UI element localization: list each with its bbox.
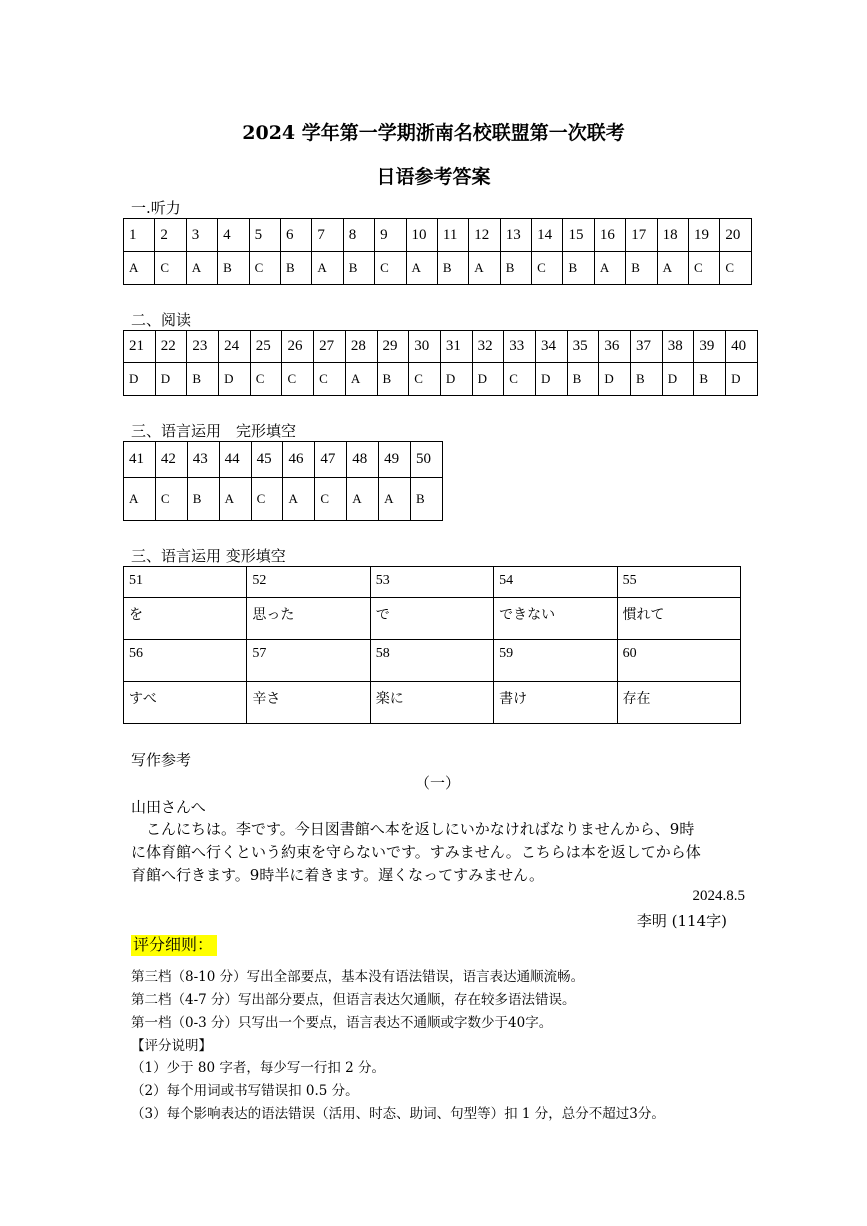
fill-cell: 存在 [617,682,740,724]
answer-cell: 33 [504,331,536,363]
answer-cell: 42 [155,442,187,478]
answer-cell: 39 [694,331,726,363]
answer-cell: B [500,252,531,285]
letter-salutation: 山田さんへ [131,798,206,816]
letter-line: こんにちは。李です。今日図書館へ本を返しにいかなければなりませんから、9時 [131,820,695,838]
answer-cell: 12 [469,219,500,252]
answer-cell: 22 [155,331,187,363]
answer-cell: 47 [315,442,347,478]
fill-cell: 51 [124,567,247,598]
cloze-answer-row [124,478,443,521]
reading-heading: 二、阅读 [131,311,192,329]
answer-cell: 14 [532,219,563,252]
answer-cell: 13 [500,219,531,252]
answer-cell: D [124,363,156,396]
answer-cell: D [219,363,251,396]
fill-cell: 53 [370,567,493,598]
letter-signature: 李明 (114字) [636,912,727,930]
answer-cell: C [249,252,280,285]
answer-cell: 34 [535,331,567,363]
answer-cell: B [343,252,374,285]
answer-cell: 28 [345,331,377,363]
answer-cell: B [187,363,219,396]
reading-number-row [124,331,758,363]
answer-cell: 40 [726,331,758,363]
answer-cell: 25 [250,331,282,363]
answer-cell: 2 [155,219,186,252]
answer-cell: A [124,252,155,285]
letter-line: に体育館へ行くという約束を守らないです。すみません。こちらは本を返してから体 [131,843,701,861]
letter-date: 2024.8.5 [692,888,745,904]
fill-cell: で [370,598,493,640]
letter-line: 育館へ行きます。9時半に着きます。遅くなってすみません。 [131,866,545,884]
fill-row [124,640,741,682]
scoring-notes-heading: 【评分说明】 [131,1038,212,1054]
fill-cell: 58 [370,640,493,682]
fill-cell: 52 [247,567,370,598]
answer-cell: 36 [599,331,631,363]
answer-cell: A [345,363,377,396]
answer-cell: 23 [187,331,219,363]
fill-cell: すべ [124,682,247,724]
answer-cell: A [124,478,156,521]
answer-cell: 4 [218,219,249,252]
answer-cell: B [280,252,311,285]
listening-number-row [124,219,752,252]
listening-answer-table [123,218,752,285]
answer-cell: A [657,252,688,285]
answer-cell: C [155,478,187,521]
answer-cell: 10 [406,219,437,252]
answer-cell: 5 [249,219,280,252]
answer-cell: A [283,478,315,521]
cloze-answer-table [123,441,443,521]
scoring-note: （2）每个用词或书写错误扣 0.5 分。 [131,1083,359,1099]
answer-cell: 50 [411,442,443,478]
answer-cell: B [631,363,663,396]
fill-cell: 56 [124,640,247,682]
fill-heading: 三、语言运用 变形填空 [131,547,286,565]
answer-cell: B [694,363,726,396]
answer-cell: A [186,252,217,285]
scoring-heading [131,932,217,955]
answer-cell: B [563,252,594,285]
scoring-note: （3）每个影响表达的语法错误（活用、时态、助词、句型等）扣 1 分，总分不超过3分。 [131,1106,665,1122]
fill-cell: 57 [247,640,370,682]
answer-cell: D [726,363,758,396]
answer-cell: C [409,363,441,396]
fill-cell: 55 [617,567,740,598]
answer-cell: A [312,252,343,285]
reading-answer-table [123,330,758,396]
page-title: 2024 学年第一学期浙南名校联盟第一次联考 [242,122,625,144]
answer-cell: 45 [251,442,283,478]
answer-cell: 38 [662,331,694,363]
fill-row [124,598,741,640]
answer-cell: 37 [631,331,663,363]
answer-cell: 49 [379,442,411,478]
answer-cell: 48 [347,442,379,478]
fill-row [124,567,741,598]
fill-cell: 辛さ [247,682,370,724]
answer-cell: C [251,478,283,521]
fill-cell: を [124,598,247,640]
answer-cell: 8 [343,219,374,252]
answer-cell: D [155,363,187,396]
scoring-level: 第三档（8-10 分）写出全部要点，基本没有语法错误，语言表达通顺流畅。 [131,969,585,985]
answer-cell: B [411,478,443,521]
fill-row [124,682,741,724]
answer-cell: C [250,363,282,396]
answer-cell: 21 [124,331,156,363]
answer-cell: 46 [283,442,315,478]
answer-cell: 32 [472,331,504,363]
answer-cell: D [662,363,694,396]
scoring-heading-text: 评分细则： [131,935,217,956]
cloze-number-row [124,442,443,478]
answer-cell: 27 [314,331,346,363]
answer-cell: C [532,252,563,285]
answer-cell: 35 [567,331,599,363]
answer-cell: C [375,252,406,285]
answer-cell: 43 [187,442,219,478]
answer-cell: B [218,252,249,285]
answer-cell: D [535,363,567,396]
answer-cell: C [155,252,186,285]
answer-cell: 20 [720,219,752,252]
page-subtitle: 日语参考答案 [376,166,491,188]
answer-cell: 7 [312,219,343,252]
answer-cell: 18 [657,219,688,252]
answer-cell: A [219,478,251,521]
answer-cell: C [314,363,346,396]
answer-cell: 26 [282,331,314,363]
fill-cell: 54 [494,567,617,598]
answer-cell: B [437,252,468,285]
answer-cell: A [379,478,411,521]
writing-heading: 写作参考 [131,751,192,769]
fill-cell: 60 [617,640,740,682]
answer-cell: 44 [219,442,251,478]
answer-cell: 29 [377,331,409,363]
answer-cell: 15 [563,219,594,252]
answer-cell: B [377,363,409,396]
answer-cell: 11 [437,219,468,252]
answer-cell: C [720,252,752,285]
listening-heading: 一.听力 [131,199,181,217]
answer-cell: A [469,252,500,285]
fill-cell: 思った [247,598,370,640]
answer-cell: C [504,363,536,396]
answer-cell: C [282,363,314,396]
answer-cell: 6 [280,219,311,252]
answer-cell: B [626,252,657,285]
reading-answer-row [124,363,758,396]
answer-cell: 17 [626,219,657,252]
answer-cell: 3 [186,219,217,252]
answer-cell: A [594,252,625,285]
scoring-level: 第二档（4-7 分）写出部分要点，但语言表达欠通顺，存在较多语法错误。 [131,992,576,1008]
fill-answer-table [123,566,741,724]
answer-cell: 31 [440,331,472,363]
answer-cell: D [440,363,472,396]
answer-cell: 1 [124,219,155,252]
fill-cell: 慣れて [617,598,740,640]
answer-cell: 41 [124,442,156,478]
answer-cell: C [315,478,347,521]
answer-cell: 19 [689,219,720,252]
fill-cell: 楽に [370,682,493,724]
answer-cell: D [599,363,631,396]
answer-cell: 16 [594,219,625,252]
answer-cell: 24 [219,331,251,363]
fill-cell: できない [494,598,617,640]
writing-number: （一） [415,774,461,792]
fill-cell: 書け [494,682,617,724]
fill-cell: 59 [494,640,617,682]
answer-cell: D [472,363,504,396]
scoring-note: （1）少于 80 字者，每少写一行扣 2 分。 [131,1060,386,1076]
answer-cell: B [567,363,599,396]
answer-cell: 30 [409,331,441,363]
listening-answer-row [124,252,752,285]
answer-cell: C [689,252,720,285]
answer-cell: A [347,478,379,521]
scoring-level: 第一档（0-3 分）只写出一个要点，语言表达不通顺或字数少于40字。 [131,1015,553,1031]
answer-cell: 9 [375,219,406,252]
answer-cell: B [187,478,219,521]
answer-cell: A [406,252,437,285]
cloze-heading: 三、语言运用 完形填空 [131,422,297,440]
